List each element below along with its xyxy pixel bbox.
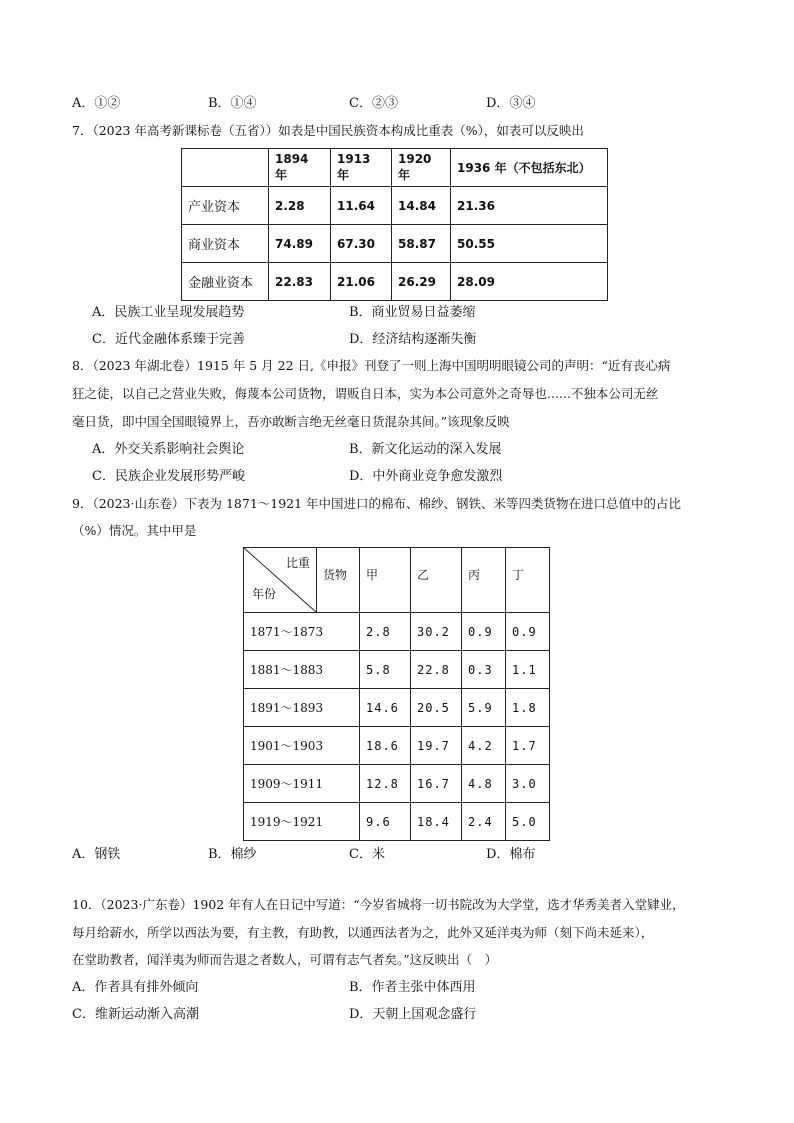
q8-option-b: B．新文化运动的深入发展 bbox=[349, 442, 502, 457]
q8-stem-line-1: 8．（2023 年湖北卷）1915 年 5 月 22 日,《申报》刊登了一则上海中国明明眼镜公司的声明：“近有丧心病 bbox=[72, 358, 671, 373]
table-row bbox=[244, 765, 550, 803]
table-row bbox=[182, 225, 608, 263]
table-cell: 4.8 bbox=[462, 765, 506, 803]
diagonal-header-cell bbox=[244, 548, 317, 613]
corner-bottom-label: 年份 bbox=[252, 587, 277, 601]
table-row bbox=[244, 803, 550, 841]
table-header-cell: 甲 bbox=[360, 548, 411, 613]
table-row bbox=[244, 727, 550, 765]
table-cell: 50.55 bbox=[451, 225, 608, 263]
table-cell: 74.89 bbox=[269, 225, 331, 263]
table-cell: 5.8 bbox=[360, 651, 411, 689]
goods-header-cell: 货物 bbox=[317, 548, 360, 613]
q10-stem-line-1: 10．（2023·广东卷）1902 年有人在日记中写道：“今岁省城将一切书院改为大学堂，选才华秀美者入堂肄业， bbox=[72, 897, 685, 912]
table-cell: 1.7 bbox=[506, 727, 550, 765]
q9-option-c: C．米 bbox=[349, 847, 385, 862]
q8-stem-line-3: 毫日货，即中国全国眼镜界上，吾亦敢断言绝无丝毫日货混杂其间。”该现象反映 bbox=[72, 414, 510, 429]
table-cell: 1.1 bbox=[506, 651, 550, 689]
q7-option-c: C．近代金融体系臻于完善 bbox=[92, 332, 245, 347]
q6-option-c: C．②③ bbox=[349, 96, 398, 111]
row-label: 商业资本 bbox=[182, 225, 269, 263]
table-cell: 0.3 bbox=[462, 651, 506, 689]
q9-stem-line-1: 9．（2023·山东卷）下表为 1871～1921 年中国进口的棉布、棉纱、钢铁、米等四类货物在进口总值中的占比 bbox=[72, 496, 682, 511]
table-cell: 22.8 bbox=[411, 651, 462, 689]
table-cell: 18.6 bbox=[360, 727, 411, 765]
row-label: 1881～1883 bbox=[244, 651, 360, 689]
table-cell: 18.4 bbox=[411, 803, 462, 841]
q7-option-b: B．商业贸易日益萎缩 bbox=[349, 305, 476, 320]
table-cell: 28.09 bbox=[451, 263, 608, 301]
q10-stem-line-2: 每月给薪水，所学以西法为要，有主教，有助教，以通西法者为之，此外又延洋夷为师（刻下尚未延来）， bbox=[72, 925, 654, 940]
table-header-row bbox=[244, 548, 550, 613]
q9-option-a: A．钢铁 bbox=[72, 847, 121, 862]
table-header-cell: 丁 bbox=[506, 548, 550, 613]
table-cell: 30.2 bbox=[411, 613, 462, 651]
corner-top-label: 比重 bbox=[285, 556, 310, 570]
table-cell: 2.8 bbox=[360, 613, 411, 651]
table-row bbox=[244, 689, 550, 727]
table-cell: 21.06 bbox=[331, 263, 392, 301]
table-cell: 2.4 bbox=[462, 803, 506, 841]
q8-option-d: D．中外商业竞争愈发激烈 bbox=[349, 469, 503, 484]
row-label: 产业资本 bbox=[182, 187, 269, 225]
q10-option-c: C．维新运动渐入高潮 bbox=[72, 1007, 199, 1022]
row-label: 金融业资本 bbox=[182, 263, 269, 301]
table-cell: 1.8 bbox=[506, 689, 550, 727]
table-cell: 22.83 bbox=[269, 263, 331, 301]
q9-import-share-table bbox=[243, 547, 550, 841]
table-row bbox=[244, 651, 550, 689]
table-header-cell: 1920 年 bbox=[392, 149, 451, 187]
table-cell: 20.5 bbox=[411, 689, 462, 727]
table-cell: 5.0 bbox=[506, 803, 550, 841]
q7-stem: 7．（2023 年高考新课标卷（五省））如表是中国民族资本构成比重表（%），如表可以反映出 bbox=[72, 123, 584, 138]
q6-option-a: A．①② bbox=[72, 96, 121, 111]
row-label: 1901～1903 bbox=[244, 727, 360, 765]
table-cell: 58.87 bbox=[392, 225, 451, 263]
table-header-cell: 乙 bbox=[411, 548, 462, 613]
row-label: 1909～1911 bbox=[244, 765, 360, 803]
q10-option-b: B．作者主张中体西用 bbox=[349, 980, 476, 995]
table-cell: 5.9 bbox=[462, 689, 506, 727]
q8-option-c: C．民族企业发展形势严峻 bbox=[92, 469, 245, 484]
row-label: 1871～1873 bbox=[244, 613, 360, 651]
table-cell: 12.8 bbox=[360, 765, 411, 803]
q7-capital-table bbox=[181, 148, 608, 301]
table-header-cell: 丙 bbox=[462, 548, 506, 613]
table-header-cell: 1936 年（不包括东北） bbox=[451, 149, 608, 187]
q9-option-d: D．棉布 bbox=[486, 847, 536, 862]
q7-option-d: D．经济结构逐渐失衡 bbox=[349, 332, 477, 347]
table-corner-cell bbox=[182, 149, 269, 187]
table-cell: 0.9 bbox=[506, 613, 550, 651]
q10-option-d: D．天朝上国观念盛行 bbox=[349, 1007, 477, 1022]
table-cell: 21.36 bbox=[451, 187, 608, 225]
table-cell: 14.84 bbox=[392, 187, 451, 225]
table-cell: 16.7 bbox=[411, 765, 462, 803]
q10-option-a: A．作者具有排外倾向 bbox=[72, 980, 199, 995]
table-cell: 14.6 bbox=[360, 689, 411, 727]
table-cell: 4.2 bbox=[462, 727, 506, 765]
q9-stem-line-2: （%）情况。其中甲是 bbox=[72, 523, 197, 538]
q10-stem-line-3: 在堂助教者，闻洋夷为师而告退之者数人，可谓有志气者矣。”这反映出（ ） bbox=[72, 952, 498, 967]
row-label: 1891～1893 bbox=[244, 689, 360, 727]
table-cell: 9.6 bbox=[360, 803, 411, 841]
q6-option-b: B．①④ bbox=[208, 96, 257, 111]
table-row bbox=[182, 263, 608, 301]
table-header-cell: 1894 年 bbox=[269, 149, 331, 187]
table-row bbox=[182, 187, 608, 225]
q9-option-b: B．棉纱 bbox=[208, 847, 257, 862]
q7-option-a: A．民族工业呈现发展趋势 bbox=[92, 305, 245, 320]
table-cell: 2.28 bbox=[269, 187, 331, 225]
q8-option-a: A．外交关系影响社会舆论 bbox=[92, 442, 245, 457]
table-cell: 26.29 bbox=[392, 263, 451, 301]
q6-option-d: D．③④ bbox=[486, 96, 536, 111]
table-header-row bbox=[182, 149, 608, 187]
q8-stem-line-2: 狂之徒，以自己之营业失败，侮蔑本公司货物，谓贩自日本，实为本公司意外之奇辱也......不独本公司无丝 bbox=[72, 386, 659, 401]
table-header-cell: 1913 年 bbox=[331, 149, 392, 187]
table-cell: 19.7 bbox=[411, 727, 462, 765]
table-cell: 0.9 bbox=[462, 613, 506, 651]
row-label: 1919～1921 bbox=[244, 803, 360, 841]
table-cell: 3.0 bbox=[506, 765, 550, 803]
table-cell: 67.30 bbox=[331, 225, 392, 263]
table-row bbox=[244, 613, 550, 651]
table-cell: 11.64 bbox=[331, 187, 392, 225]
